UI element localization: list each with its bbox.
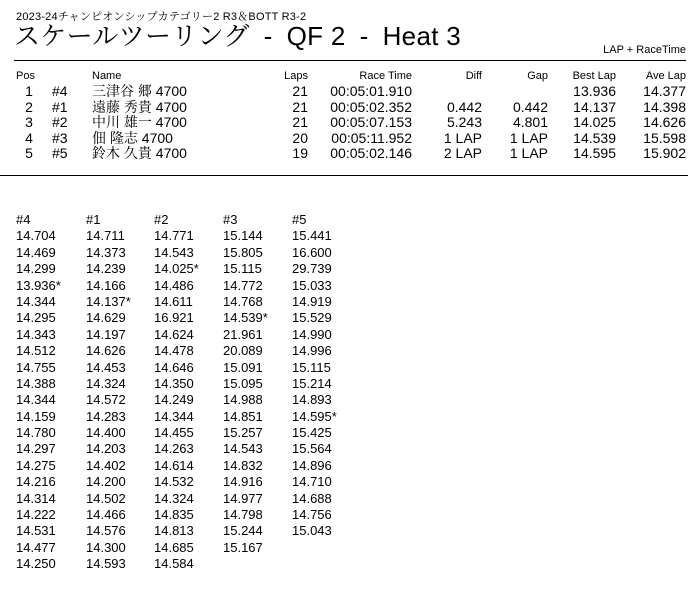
lap-time: 15.091	[223, 359, 263, 375]
lap-time: 14.629	[86, 310, 126, 326]
lap-time: 15.564	[292, 441, 332, 457]
laps-cell: 21	[292, 114, 308, 130]
race-time-cell: 00:05:01.910	[330, 83, 412, 99]
lap-time: 14.025*	[154, 261, 199, 277]
driver-name-cell: 佃 隆志 4700	[92, 129, 173, 146]
lap-time: 15.529	[292, 310, 332, 326]
lap-time: 14.373	[86, 244, 126, 260]
col-race-time-header: Race Time	[359, 70, 412, 82]
lap-time: 15.244	[223, 523, 263, 539]
lap-time: 14.977	[223, 490, 263, 506]
lap-time: 14.584	[154, 556, 194, 572]
best-lap-cell: 14.025	[573, 114, 616, 130]
report-type-label: LAP + RaceTime	[603, 44, 686, 56]
lap-time: 14.595*	[292, 408, 337, 424]
lap-time: 14.453	[86, 359, 126, 375]
lap-time: 14.197	[86, 326, 126, 342]
title-heat: Heat 3	[382, 21, 462, 51]
lap-time: 14.466	[86, 507, 126, 523]
lap-time: 14.771	[154, 228, 194, 244]
best-lap-cell: 14.595	[573, 145, 616, 161]
ave-lap-cell: 15.902	[643, 145, 686, 161]
results-row	[0, 84, 700, 100]
lap-time: 14.263	[154, 441, 194, 457]
col-laps-header: Laps	[284, 70, 308, 82]
lap-time: 14.137*	[86, 293, 131, 309]
results-row	[0, 146, 700, 162]
gap-cell: 1 LAP	[509, 129, 548, 146]
lap-time: 14.832	[223, 457, 263, 473]
lap-time: 14.295	[16, 310, 56, 326]
ave-lap-cell: 15.598	[643, 129, 686, 146]
results-divider	[0, 175, 688, 176]
lap-time: 15.257	[223, 425, 263, 441]
col-pos-header: Pos	[16, 70, 35, 82]
lap-time: 14.324	[86, 375, 126, 391]
driver-name-cell: 鈴木 久貴 4700	[92, 145, 187, 161]
lap-time: 14.755	[16, 359, 56, 375]
lap-time: 14.780	[16, 425, 56, 441]
lap-time: 15.214	[292, 375, 332, 391]
lap-time: 14.835	[154, 507, 194, 523]
lap-column	[292, 212, 362, 540]
ave-lap-cell: 14.398	[643, 98, 686, 115]
lap-time: 14.532	[154, 474, 194, 490]
lap-time: 14.711	[86, 228, 125, 244]
lap-time: 14.159	[16, 408, 56, 424]
lap-time: 14.283	[86, 408, 126, 424]
lap-time: 14.896	[292, 457, 332, 473]
header-divider	[14, 60, 686, 61]
col-best-lap-header: Best Lap	[572, 70, 616, 82]
gap-cell: 1 LAP	[509, 145, 548, 161]
lap-column-header: #3	[223, 212, 238, 227]
race-time-cell: 00:05:02.352	[330, 98, 412, 115]
ave-lap-cell: 14.626	[643, 114, 686, 130]
laps-cell: 21	[292, 83, 308, 99]
lap-time: 14.988	[223, 392, 263, 408]
lap-time: 14.502	[86, 490, 126, 506]
col-ave-lap-header: Ave Lap	[645, 70, 686, 82]
lap-column	[223, 212, 293, 556]
title-separator: -	[359, 21, 369, 51]
results-row	[0, 100, 700, 116]
lap-time: 14.772	[223, 277, 263, 293]
pos-cell: 3	[25, 114, 33, 130]
results-row	[0, 131, 700, 147]
lap-column-header: #5	[292, 212, 307, 227]
best-lap-cell: 13.936	[573, 83, 616, 99]
lap-time: 14.710	[292, 474, 332, 490]
lap-time: 14.756	[292, 507, 332, 523]
lap-time: 15.167	[223, 539, 263, 555]
best-lap-cell: 14.137	[573, 98, 616, 115]
lap-time: 14.996	[292, 343, 332, 359]
lap-time: 14.400	[86, 425, 126, 441]
lap-time: 14.704	[16, 228, 56, 244]
driver-name-cell: 三津谷 郷 4700	[92, 83, 187, 99]
pos-cell: 1	[25, 83, 33, 99]
lap-time: 14.688	[292, 490, 332, 506]
col-diff-header: Diff	[465, 70, 482, 82]
lap-time: 14.893	[292, 392, 332, 408]
results-row	[0, 115, 700, 131]
lap-time: 14.539*	[223, 310, 268, 326]
lap-time: 14.324	[154, 490, 194, 506]
lap-time: 14.990	[292, 326, 332, 342]
lap-time: 14.813	[154, 523, 194, 539]
gap-cell: 0.442	[512, 98, 548, 115]
lap-column-header: #4	[16, 212, 31, 227]
lap-time: 14.593	[86, 556, 126, 572]
diff-cell: 2 LAP	[443, 145, 482, 161]
lap-time: 14.916	[223, 474, 263, 490]
lap-time: 14.344	[16, 392, 56, 408]
lap-time: 14.851	[223, 408, 263, 424]
ave-lap-cell: 14.377	[643, 83, 686, 99]
lap-time: 14.203	[86, 441, 126, 457]
lap-time: 15.095	[223, 375, 263, 391]
lap-time: 15.425	[292, 425, 332, 441]
event-subtitle: 2023-24チャンピオンシップカテゴリー2 R3＆BOTT R3-2	[16, 11, 307, 23]
page-title	[14, 20, 461, 52]
lap-time: 14.768	[223, 293, 263, 309]
lap-column	[86, 212, 156, 573]
race-time-cell: 00:05:07.153	[330, 114, 412, 130]
lap-time: 15.033	[292, 277, 332, 293]
lap-time: 14.216	[16, 474, 56, 490]
pos-cell: 2	[25, 98, 33, 115]
laps-cell: 19	[292, 145, 308, 161]
lap-column-header: #2	[154, 212, 169, 227]
results-header-row	[0, 70, 700, 84]
title-round: QF 2	[286, 21, 346, 51]
lap-time: 20.089	[223, 343, 263, 359]
lap-time: 14.275	[16, 457, 56, 473]
car-number-cell: #2	[52, 114, 68, 130]
lap-time: 14.166	[86, 277, 126, 293]
lap-time: 14.486	[154, 277, 194, 293]
lap-time: 14.455	[154, 425, 194, 441]
col-name-header: Name	[92, 70, 122, 82]
lap-time: 14.344	[154, 408, 194, 424]
lap-time: 14.402	[86, 457, 126, 473]
lap-time: 14.297	[16, 441, 56, 457]
lap-time: 14.350	[154, 375, 194, 391]
race-time-cell: 00:05:11.952	[331, 129, 412, 146]
lap-time: 14.543	[223, 441, 263, 457]
lap-time: 15.144	[223, 228, 263, 244]
lap-time: 14.239	[86, 261, 126, 277]
lap-time: 15.115	[223, 261, 262, 277]
lap-time: 14.614	[154, 457, 194, 473]
lap-time: 15.115	[292, 359, 331, 375]
laps-cell: 21	[292, 98, 308, 115]
diff-cell: 1 LAP	[443, 129, 482, 146]
lap-time: 14.249	[154, 392, 194, 408]
driver-name-cell: 中川 雄一 4700	[92, 114, 187, 130]
best-lap-cell: 14.539	[573, 129, 616, 146]
pos-cell: 5	[25, 145, 33, 161]
lap-time: 14.543	[154, 244, 194, 260]
lap-time: 14.798	[223, 507, 263, 523]
lap-time: 14.646	[154, 359, 194, 375]
diff-cell: 5.243	[446, 114, 482, 130]
car-number-cell: #1	[52, 98, 68, 115]
lap-column	[16, 212, 86, 573]
lap-time: 14.685	[154, 539, 194, 555]
lap-time: 14.300	[86, 539, 126, 555]
title-separator: -	[263, 21, 273, 51]
lap-time: 14.626	[86, 343, 126, 359]
lap-time: 14.576	[86, 523, 126, 539]
lap-time: 14.388	[16, 375, 56, 391]
laps-cell: 20	[292, 129, 308, 146]
lap-time: 16.921	[154, 310, 194, 326]
pos-cell: 4	[25, 129, 33, 146]
lap-column	[154, 212, 224, 573]
lap-time: 15.805	[223, 244, 263, 260]
lap-time: 14.250	[16, 556, 56, 572]
lap-time: 14.919	[292, 293, 332, 309]
lap-time: 14.572	[86, 392, 126, 408]
lap-time: 14.314	[16, 490, 56, 506]
lap-time: 15.441	[292, 228, 332, 244]
lap-time: 14.344	[16, 293, 56, 309]
lap-time: 14.611	[154, 293, 193, 309]
car-number-cell: #3	[52, 129, 68, 146]
lap-time: 14.200	[86, 474, 126, 490]
lap-time: 13.936*	[16, 277, 61, 293]
lap-time: 14.469	[16, 244, 56, 260]
diff-cell: 0.442	[446, 98, 482, 115]
lap-time: 14.343	[16, 326, 56, 342]
race-time-cell: 00:05:02.146	[330, 145, 412, 161]
col-gap-header: Gap	[527, 70, 548, 82]
lap-time: 14.299	[16, 261, 56, 277]
lap-time: 15.043	[292, 523, 332, 539]
lap-time: 14.531	[16, 523, 56, 539]
lap-time: 21.961	[223, 326, 263, 342]
car-number-cell: #4	[52, 83, 68, 99]
results-table	[0, 70, 700, 162]
lap-time: 14.478	[154, 343, 194, 359]
lap-time: 16.600	[292, 244, 332, 260]
lap-time: 14.477	[16, 539, 56, 555]
lap-time: 29.739	[292, 261, 332, 277]
lap-time: 14.512	[16, 343, 56, 359]
lap-column-header: #1	[86, 212, 101, 227]
gap-cell: 4.801	[512, 114, 548, 130]
lap-time: 14.222	[16, 507, 56, 523]
lap-time: 14.624	[154, 326, 194, 342]
driver-name-cell: 遠藤 秀貴 4700	[92, 98, 187, 115]
car-number-cell: #5	[52, 145, 68, 161]
title-class: スケールツーリング	[14, 21, 250, 51]
